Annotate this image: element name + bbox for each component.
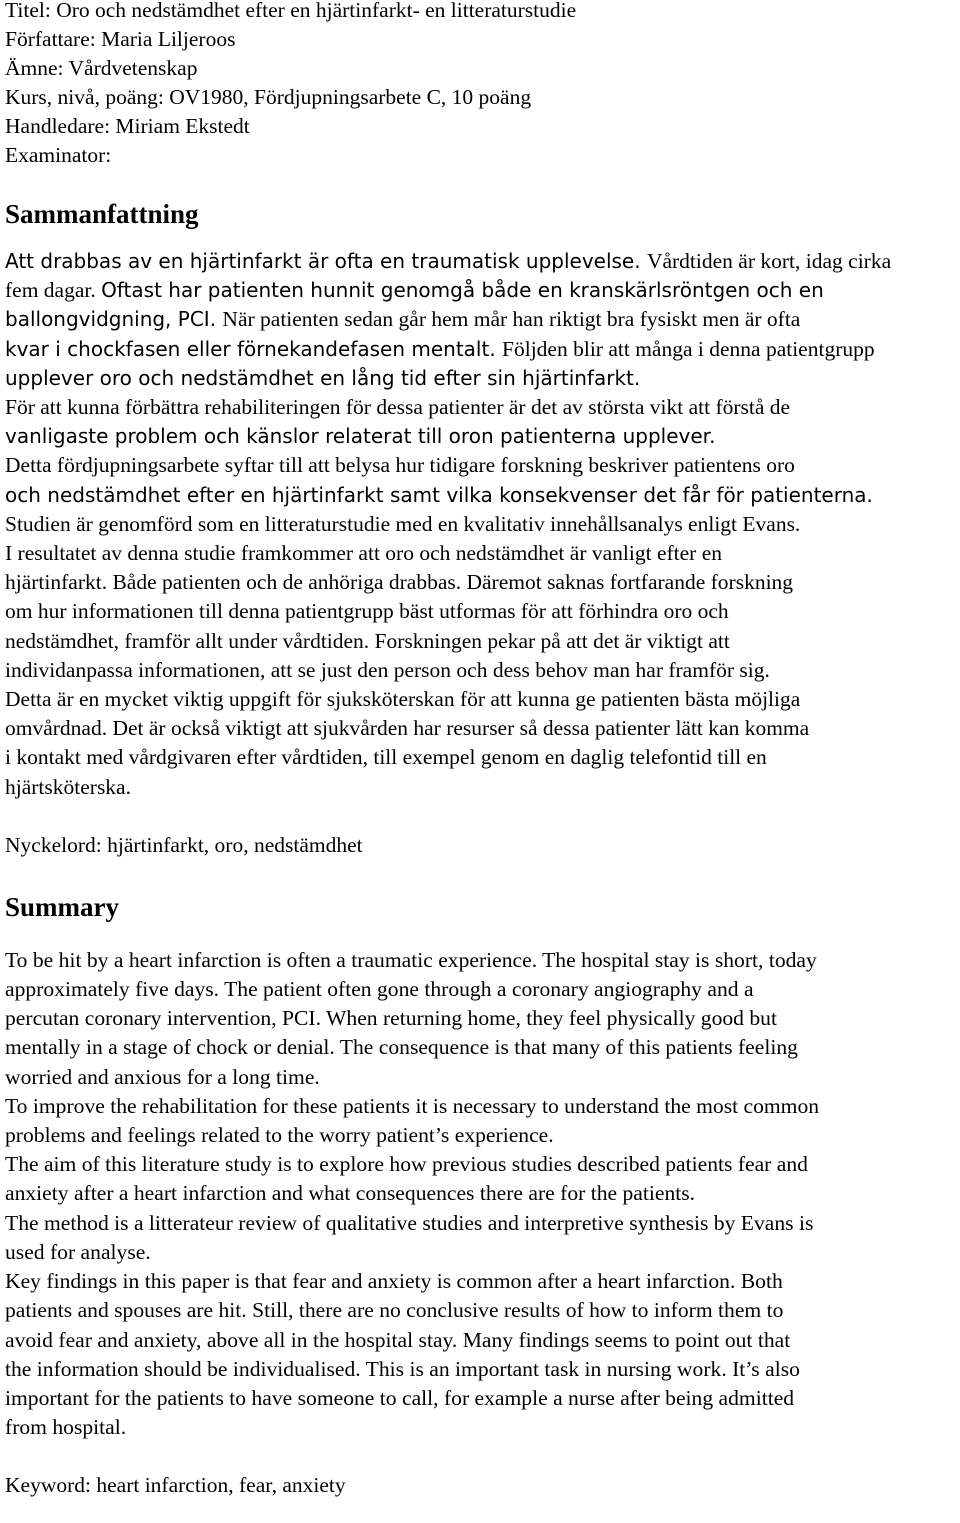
swedish-summary-line [5, 714, 957, 743]
summary-text-segment: Detta fördjupningsarbete syftar till att belysa hur tidigare forskning beskriver patientens oro [5, 453, 795, 478]
english-summary-line: problems and feelings related to the worry patient’s experience. [5, 1123, 554, 1148]
swedish-summary-line [5, 627, 957, 656]
swedish-summary-line [5, 276, 957, 305]
summary-text-segment: individanpassa informationen, att se just den person och dess behov man har framför sig. [5, 657, 770, 682]
summary-text-segment: I resultatet av denna studie framkommer att oro och nedstämdhet är vanligt efter en [5, 541, 722, 566]
swedish-summary-body [5, 247, 957, 802]
summary-text-segment: vanligaste problem och känslor relaterat till oron patienterna upplever. [5, 424, 716, 449]
summary-text-segment: och nedstämdhet efter en hjärtinfarkt samt vilka konsekvenser det får för patienterna. [5, 482, 873, 507]
english-summary-line: anxiety after a heart infarction and what consequences there are for the patients. [5, 1181, 696, 1206]
summary-text-segment: hjärtsköterska. [5, 774, 131, 799]
title-line: Titel: Oro och nedstämdhet efter en hjärtinfarkt- en litteraturstudie [5, 0, 577, 22]
swedish-summary-line [5, 335, 957, 364]
summary-text-segment: Oftast har patienten hunnit genomgå både en kranskärlsröntgen och en [101, 278, 824, 303]
swedish-summary-line [5, 656, 957, 685]
swedish-summary-line [5, 451, 957, 480]
swedish-summary-line [5, 539, 957, 568]
english-summary-line: patients and spouses are hit. Still, there are no conclusive results of how to inform them to [5, 1298, 784, 1323]
summary-text-segment: För att kunna förbättra rehabiliteringen för dessa patienter är det av största vikt att förstå de [5, 395, 791, 420]
english-summary-line: worried and anxious for a long time. [5, 1064, 320, 1089]
english-summary-line: mentally in a stage of chock or denial. The consequence is that many of this patients feeling [5, 1035, 798, 1060]
english-summary-line: Key findings in this paper is that fear and anxiety is common after a heart infarction. Both [5, 1269, 783, 1294]
english-summary-line: used for analyse. [5, 1239, 151, 1264]
swedish-summary-line [5, 305, 957, 334]
swedish-summary-line [5, 422, 957, 451]
english-summary-heading: Summary [5, 891, 119, 922]
english-summary-line: The method is a litterateur review of qualitative studies and interpretive synthesis by Evans is [5, 1210, 814, 1235]
summary-text-segment: Detta är en mycket viktig uppgift för sjuksköterskan för att kunna ge patienten bästa möjliga [5, 687, 801, 712]
summary-text-segment: i kontakt med vårdgivaren efter vårdtiden, till exempel genom en daglig telefontid till en [5, 745, 767, 770]
supervisor-line: Handledare: Miriam Ekstedt [5, 114, 250, 138]
summary-text-segment: nedstämdhet, framför allt under vårdtiden. Forskningen pekar på att det är viktigt att [5, 628, 730, 653]
english-summary-line: important for the patients to have someone to call, for example a nurse after being admitted [5, 1385, 795, 1410]
document-page [5, 0, 957, 1500]
swedish-summary-line [5, 393, 957, 422]
swedish-summary-line [5, 364, 957, 393]
summary-text-segment: Att drabbas av en hjärtinfarkt är ofta en traumatisk upplevelse. [5, 249, 647, 273]
swedish-summary-line [5, 247, 957, 276]
metadata-block [5, 0, 957, 170]
swedish-keywords: Nyckelord: hjärtinfarkt, oro, nedstämdhet [5, 832, 363, 857]
swedish-summary-line [5, 685, 957, 714]
swedish-summary-line [5, 510, 957, 539]
swedish-summary-line [5, 481, 957, 510]
english-summary-line: the information should be individualised. This is an important task in nursing work. It’s also [5, 1356, 800, 1381]
english-summary-line: approximately five days. The patient often gone through a coronary angiography and a [5, 977, 754, 1002]
english-summary-line: To be hit by a heart infarction is often a traumatic experience. The hospital stay is short, today [5, 947, 817, 972]
english-summary-line: The aim of this literature study is to explore how previous studies described patients fear and [5, 1152, 808, 1177]
summary-text-segment: När patienten sedan går hem mår han riktigt bra fysiskt men är ofta [222, 307, 801, 332]
english-summary-line: from hospital. [5, 1415, 127, 1440]
english-summary-line: To improve the rehabilitation for these patients it is necessary to understand the most common [5, 1093, 820, 1118]
summary-text-segment: kvar i chockfasen eller förnekandefasen mentalt. [5, 336, 503, 361]
swedish-summary-heading: Sammanfattning [5, 199, 199, 229]
english-summary-line: percutan coronary intervention, PCI. When returning home, they feel physically good but [5, 1006, 777, 1031]
swedish-summary-line [5, 568, 957, 597]
summary-text-segment: ballongvidgning, PCI. [5, 307, 223, 332]
summary-text-segment: Följden blir att många i denna patientgrupp [502, 336, 875, 361]
swedish-summary-line [5, 743, 957, 772]
summary-text-segment: om hur informationen till denna patientgrupp bäst utformas för att förhindra oro och [5, 599, 729, 624]
examiner-line: Examinator: [5, 143, 112, 167]
summary-text-segment: Vårdtiden är kort, idag cirka [646, 249, 892, 273]
swedish-summary-line [5, 773, 957, 802]
course-line: Kurs, nivå, poäng: OV1980, Fördjupningsarbete C, 10 poäng [5, 85, 532, 109]
summary-text-segment: upplever oro och nedstämdhet en lång tid efter sin hjärtinfarkt. [5, 365, 641, 390]
swedish-summary-line [5, 597, 957, 626]
subject-line: Ämne: Vårdvetenskap [5, 56, 198, 80]
summary-text-segment: fem dagar. [5, 278, 102, 303]
summary-text-segment: hjärtinfarkt. Både patienten och de anhöriga drabbas. Däremot saknas fortfarande forskning [5, 570, 794, 595]
summary-text-segment: omvårdnad. Det är också viktigt att sjukvården har resurser så dessa patienter lätt kan komma [5, 716, 810, 741]
summary-text-segment: Studien är genomförd som en litteraturstudie med en kvalitativ innehållsanalys enligt Evans. [5, 511, 801, 536]
english-summary-body [5, 946, 957, 1442]
english-keywords: Keyword: heart infarction, fear, anxiety [5, 1473, 346, 1498]
english-summary-line: avoid fear and anxiety, above all in the hospital stay. Many findings seems to point out that [5, 1327, 791, 1352]
author-line: Författare: Maria Liljeroos [5, 27, 236, 51]
